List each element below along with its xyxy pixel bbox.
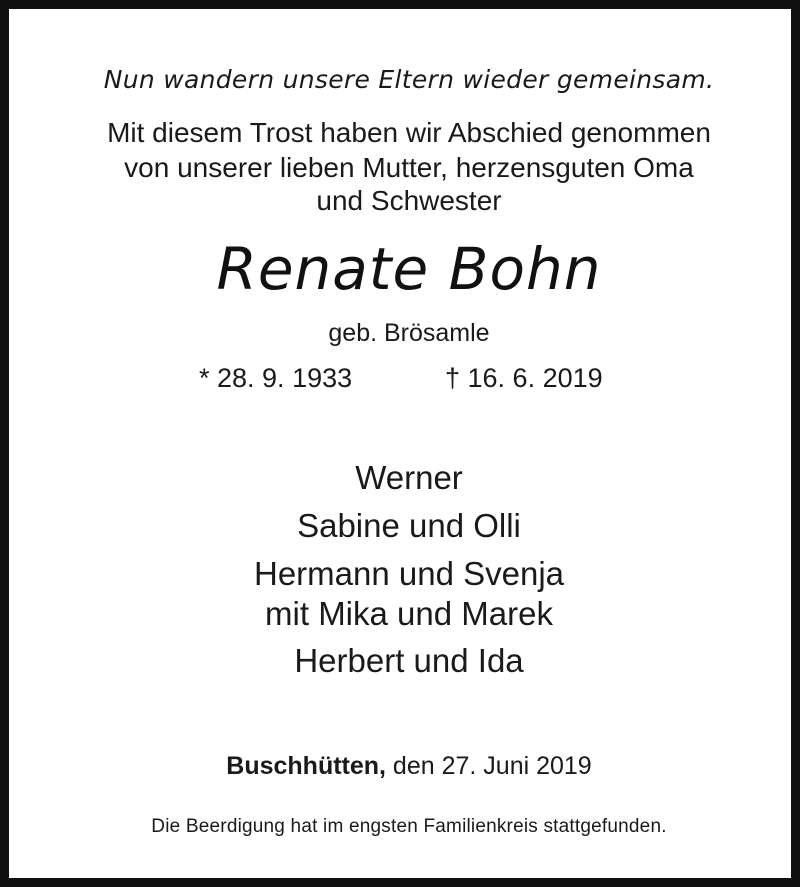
maiden-name: geb. Brösamle	[328, 319, 490, 347]
mourner-line: Sabine und Olli	[297, 507, 521, 544]
date-text: den 27. Juni 2019	[385, 752, 592, 780]
place-date-line	[9, 752, 800, 781]
death-date: † 16. 6. 2019	[445, 363, 603, 393]
intro-line-3: und Schwester	[316, 185, 502, 216]
birth-date: * 28. 9. 1933	[199, 363, 353, 393]
place-name: Buschhütten,	[226, 752, 386, 780]
life-dates	[9, 363, 800, 394]
mourner-line: Herbert und Ida	[294, 642, 524, 679]
mourner-line: Hermann und Svenja	[253, 555, 565, 592]
intro-line-1: Mit diesem Trost haben wir Abschied genommen	[107, 117, 711, 148]
motto: Nun wandern unsere Eltern wieder gemeinsam.	[103, 65, 715, 94]
mourner-line: mit Mika und Marek	[265, 595, 553, 632]
intro-line-2: von unserer lieben Mutter, herzensguten Oma	[124, 152, 694, 183]
deceased-name: Renate Bohn	[216, 235, 602, 303]
funeral-note: Die Beerdigung hat im engsten Familienkreis stattgefunden.	[151, 816, 667, 837]
mourner-line: Werner	[355, 459, 463, 496]
